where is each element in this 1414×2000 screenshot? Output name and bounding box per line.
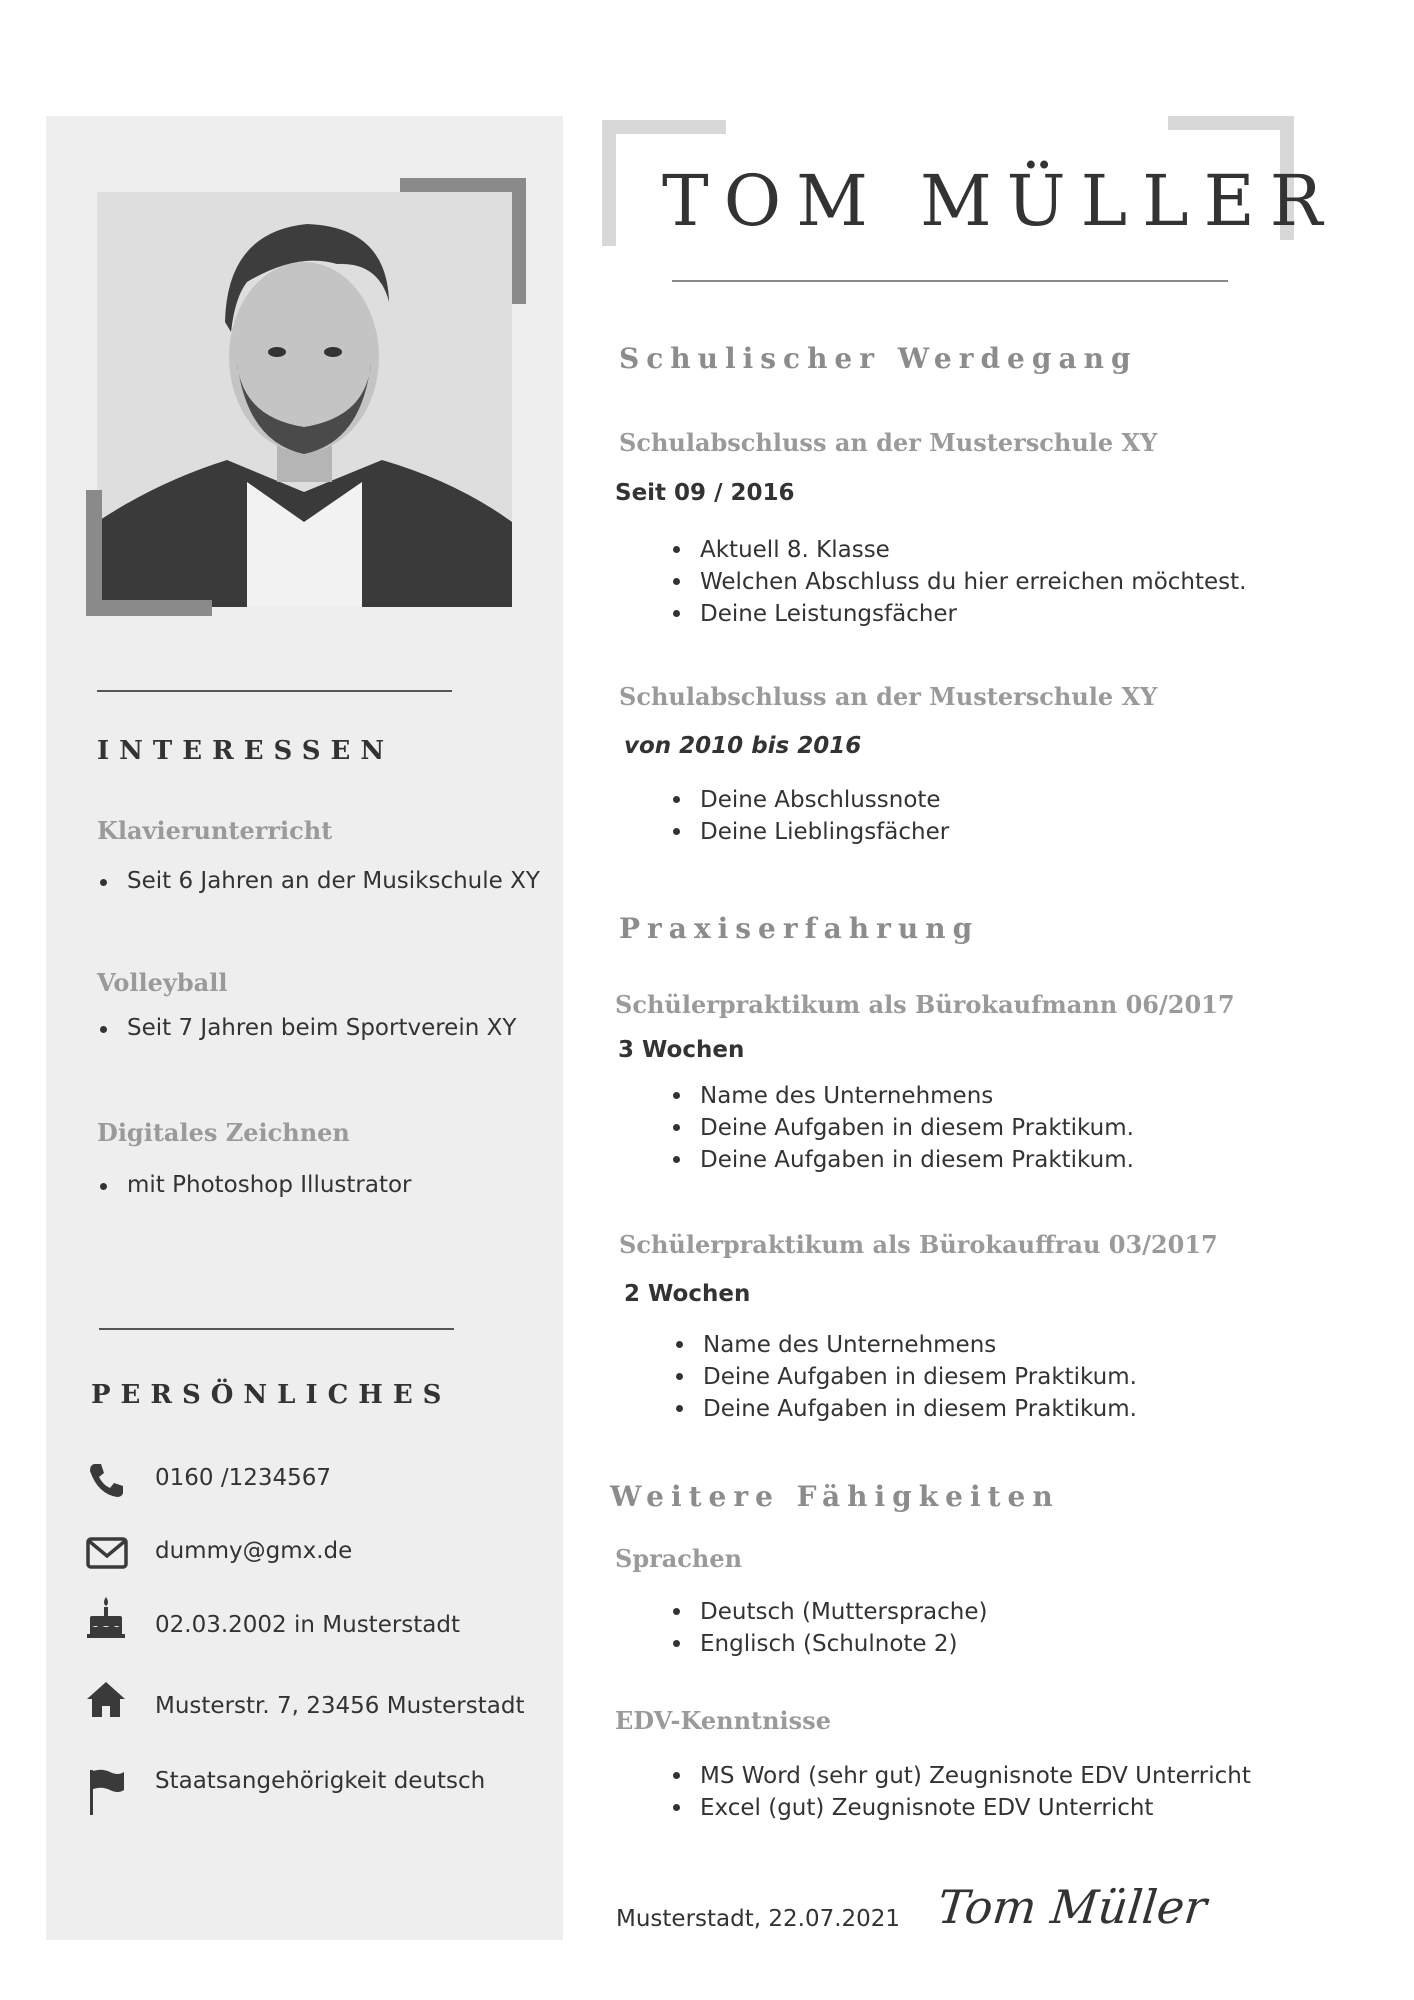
experience-entry-duration: 2 Wochen bbox=[624, 1281, 751, 1307]
education-entry-title: Schulabschluss an der Musterschule XY bbox=[619, 682, 1158, 711]
interest-title: Volleyball bbox=[97, 968, 228, 997]
interest-detail: mit Photoshop Illustrator bbox=[127, 1172, 412, 1198]
flag-icon bbox=[88, 1768, 130, 1816]
list-item: Deine Aufgaben in diesem Praktikum. bbox=[700, 1112, 1134, 1144]
phone-number: 0160 /1234567 bbox=[155, 1465, 332, 1491]
experience-entry-bullets bbox=[703, 1329, 1137, 1425]
list-item: Deine Aufgaben in diesem Praktikum. bbox=[703, 1393, 1137, 1425]
education-entry-title: Schulabschluss an der Musterschule XY bbox=[619, 428, 1158, 457]
it-skills-bullets bbox=[700, 1760, 1251, 1824]
interest-title: Klavierunterricht bbox=[97, 816, 333, 845]
list-item: Englisch (Schulnote 2) bbox=[700, 1628, 988, 1660]
list-item: Name des Unternehmens bbox=[703, 1329, 1137, 1361]
signature: Tom Müller bbox=[935, 1880, 1210, 1934]
list-item: Deutsch (Muttersprache) bbox=[700, 1596, 988, 1628]
phone-icon bbox=[86, 1460, 128, 1500]
education-entry-bullets bbox=[700, 784, 949, 848]
personal-heading: PERSÖNLICHES bbox=[91, 1380, 452, 1410]
list-item: MS Word (sehr gut) Zeugnisnote EDV Unterricht bbox=[700, 1760, 1251, 1792]
interest-detail: Seit 6 Jahren an der Musikschule XY bbox=[127, 868, 540, 894]
personal-divider bbox=[99, 1328, 454, 1330]
list-item: Deine Abschlussnote bbox=[700, 784, 949, 816]
envelope-icon bbox=[86, 1536, 128, 1576]
education-entry-period: Seit 09 / 2016 bbox=[615, 480, 795, 506]
education-heading: Schulischer Werdegang bbox=[619, 342, 1138, 375]
page-title: TOM MÜLLER bbox=[662, 160, 1338, 242]
birth-date-place: 02.03.2002 in Musterstadt bbox=[155, 1612, 461, 1638]
name-underline bbox=[672, 280, 1228, 282]
interest-detail: Seit 7 Jahren beim Sportverein XY bbox=[127, 1015, 517, 1041]
education-entry-period: von 2010 bis 2016 bbox=[624, 733, 862, 759]
list-item: Deine Lieblingsfächer bbox=[700, 816, 949, 848]
interests-heading: INTERESSEN bbox=[97, 736, 395, 766]
list-item: Deine Leistungsfächer bbox=[700, 598, 1247, 630]
home-address: Musterstr. 7, 23456 Musterstadt bbox=[155, 1693, 525, 1719]
experience-entry-bullets bbox=[700, 1080, 1134, 1176]
nationality: Staatsangehörigkeit deutsch bbox=[155, 1768, 486, 1794]
experience-entry-duration: 3 Wochen bbox=[618, 1037, 745, 1063]
list-item: Deine Aufgaben in diesem Praktikum. bbox=[700, 1144, 1134, 1176]
languages-title: Sprachen bbox=[615, 1544, 743, 1573]
interests-divider bbox=[97, 690, 452, 692]
education-entry-bullets bbox=[700, 534, 1247, 630]
list-item: Aktuell 8. Klasse bbox=[700, 534, 1247, 566]
list-item: Deine Aufgaben in diesem Praktikum. bbox=[703, 1361, 1137, 1393]
experience-heading: Praxiserfahrung bbox=[619, 912, 980, 945]
skills-heading: Weitere Fähigkeiten bbox=[610, 1480, 1060, 1513]
experience-entry-title: Schülerpraktikum als Bürokauffrau 03/2017 bbox=[619, 1230, 1218, 1259]
photo-frame-accent-bottom-left bbox=[86, 490, 212, 616]
it-skills-title: EDV-Kenntnisse bbox=[615, 1706, 831, 1735]
interest-title: Digitales Zeichnen bbox=[97, 1118, 350, 1147]
home-icon bbox=[86, 1680, 128, 1720]
list-item: Name des Unternehmens bbox=[700, 1080, 1134, 1112]
birthday-cake-icon bbox=[86, 1596, 128, 1636]
place-and-date: Musterstadt, 22.07.2021 bbox=[616, 1906, 901, 1932]
email-address: dummy@gmx.de bbox=[155, 1538, 353, 1564]
languages-bullets bbox=[700, 1596, 988, 1660]
list-item: Excel (gut) Zeugnisnote EDV Unterricht bbox=[700, 1792, 1251, 1824]
experience-entry-title: Schülerpraktikum als Bürokaufmann 06/2017 bbox=[615, 990, 1235, 1019]
list-item: Welchen Abschluss du hier erreichen möchtest. bbox=[700, 566, 1247, 598]
